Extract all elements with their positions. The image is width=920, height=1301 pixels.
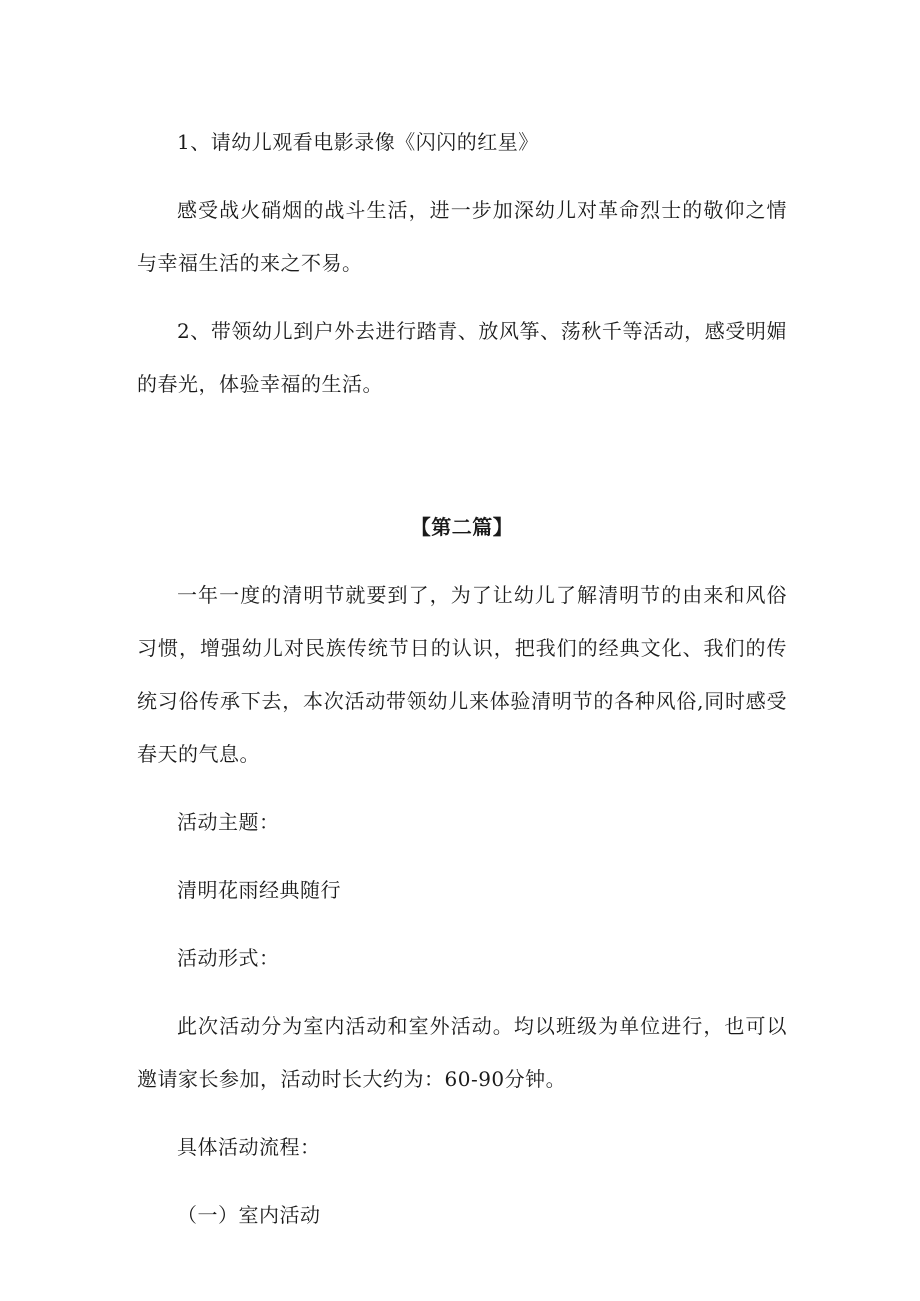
paragraph-feel-battle-life: 感受战火硝烟的战斗生活，进一步加深幼儿对革命烈士的敬仰之情与幸福生活的来之不易。	[137, 198, 787, 275]
paragraph-activity-form: 此次活动分为室内活动和室外活动。均以班级为单位进行，也可以邀请家长参加，活动时长大约为：60-90分钟。	[137, 1014, 787, 1091]
paragraph-watch-movie: 1、请幼儿观看电影录像《闪闪的红星》	[177, 130, 539, 154]
paragraph-intro: 一年一度的清明节就要到了，为了让幼儿了解清明节的由来和风俗习惯，增强幼儿对民族传统节日的认识，把我们的经典文化、我们的传统习俗传承下去，本次活动带领幼儿来体验清明节的各种风俗,同时感受春天的气息。	[137, 583, 787, 766]
paragraph-activity-form-label: 活动形式：	[177, 946, 280, 970]
document-body	[137, 116, 787, 1242]
paragraph-activity-theme-label: 活动主题：	[177, 810, 280, 834]
paragraph-indoor-activity: （一）室内活动	[177, 1203, 321, 1227]
paragraph-outdoor-activities: 2、带领幼儿到户外去进行踏青、放风筝、荡秋千等活动，感受明媚的春光，体验幸福的生活。	[137, 319, 787, 396]
section-heading: 【第二篇】	[410, 515, 514, 539]
paragraph-process-label: 具体活动流程：	[177, 1135, 321, 1159]
paragraph-activity-theme: 清明花雨经典随行	[177, 878, 341, 902]
